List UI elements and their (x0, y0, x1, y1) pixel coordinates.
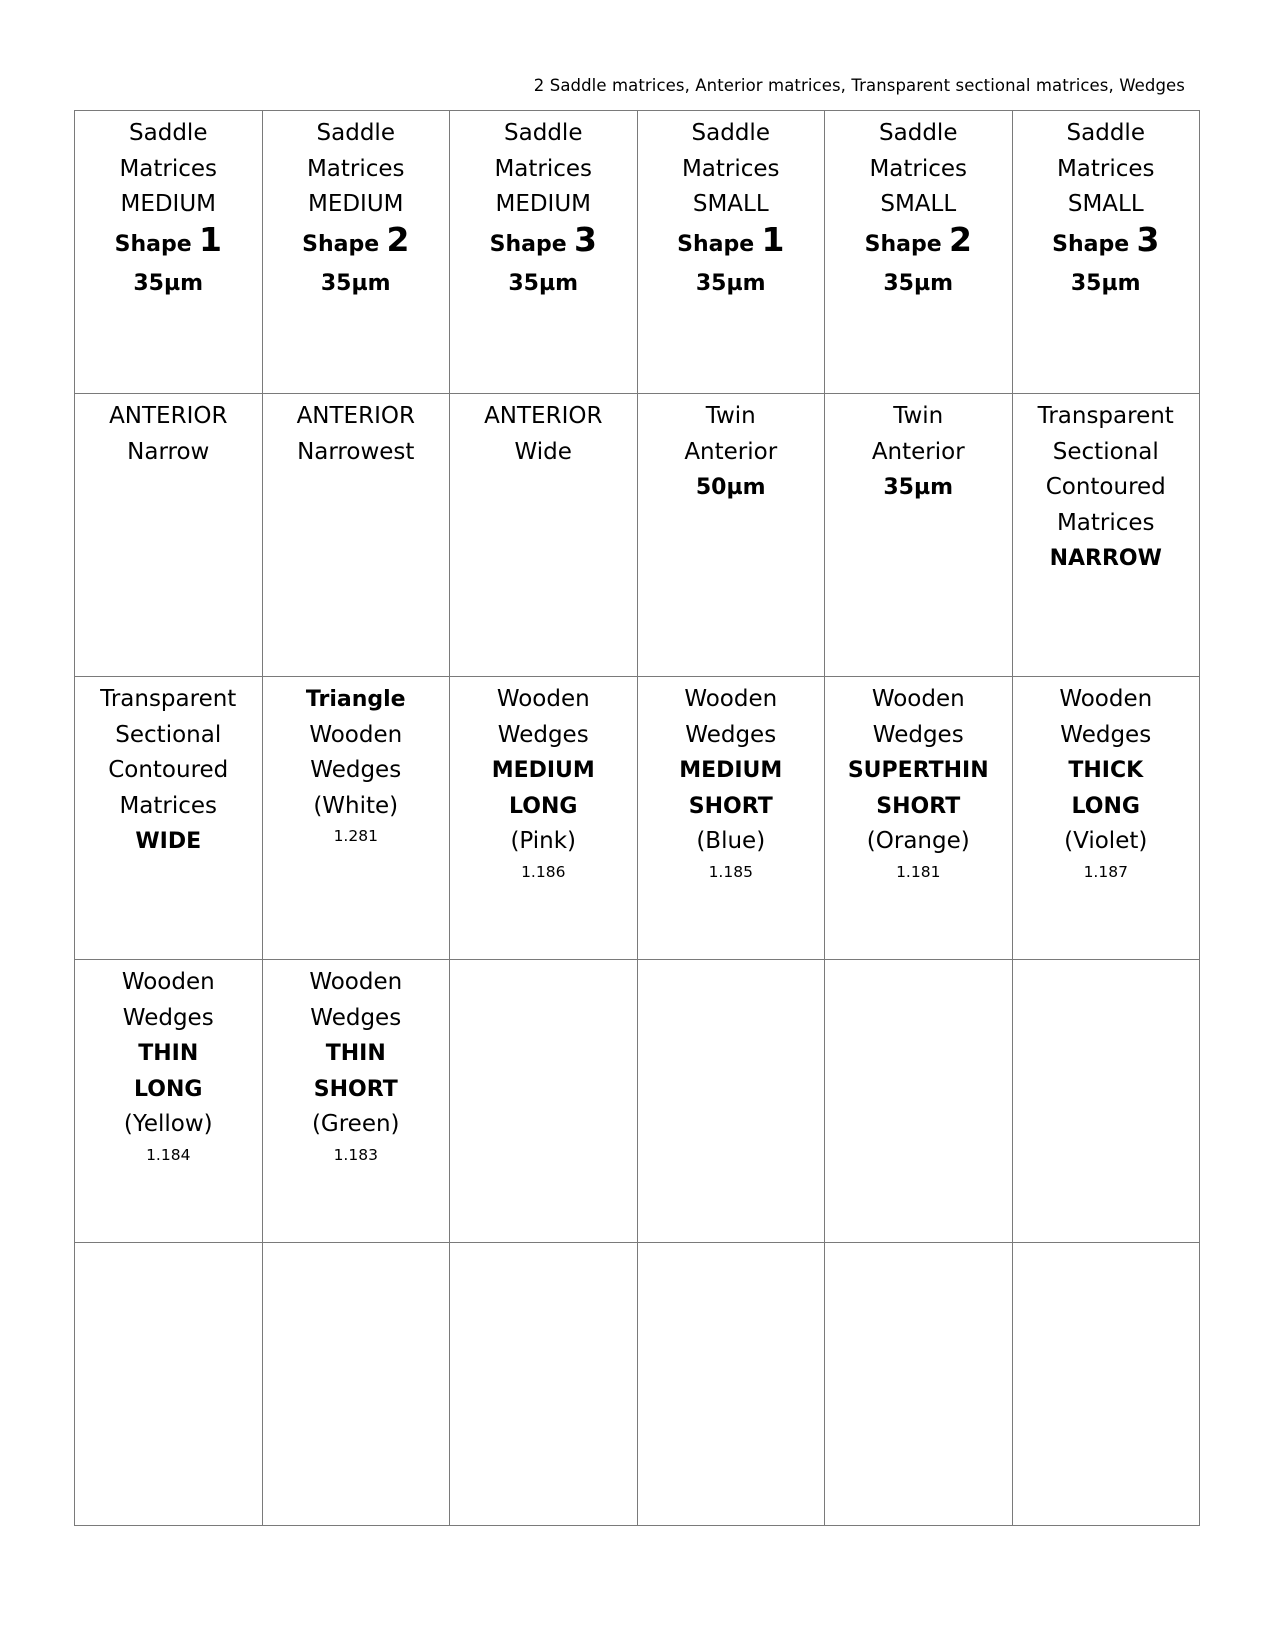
cell-line: Saddle (879, 120, 958, 146)
size-label: SMALL (1067, 191, 1144, 217)
label-cell (262, 111, 450, 394)
cell-line: Wooden (309, 969, 403, 995)
shape-number: 3 (1136, 219, 1160, 259)
shape-number: 1 (198, 219, 222, 259)
label-cell (1012, 394, 1200, 677)
cell-line: Matrices (1056, 155, 1155, 182)
cell-line: Narrow (127, 438, 210, 465)
cell-line: Twin (705, 403, 756, 429)
wedge-length-label: SHORT (688, 793, 773, 819)
shape-word: Shape (114, 231, 192, 257)
thickness-label: 35µm (883, 270, 954, 296)
shape-word: Shape (302, 231, 380, 257)
cell-line: Sectional (1052, 438, 1159, 465)
shape-label (77, 219, 260, 266)
cell-line: Wooden (121, 969, 215, 995)
cell-line: Matrices (119, 792, 218, 819)
table-row (75, 111, 1200, 394)
cell-line: ANTERIOR (296, 403, 415, 429)
label-cell (450, 394, 638, 677)
product-code: 1.184 (146, 1145, 191, 1164)
wedge-length-label: LONG (1071, 793, 1140, 819)
shape-number: 1 (761, 219, 785, 259)
size-label: SMALL (880, 191, 957, 217)
table-row (75, 1243, 1200, 1526)
wedge-length-label: LONG (509, 793, 578, 819)
cell-line: Wedges (1060, 721, 1152, 748)
shape-number: 2 (386, 219, 410, 259)
cell-line: Wooden (684, 686, 778, 712)
wedge-thickness-label: MEDIUM (491, 758, 595, 783)
cell-line: Transparent (1037, 403, 1174, 429)
cell-line: Wide (514, 438, 572, 465)
cell-line: Twin (893, 403, 944, 429)
label-cell (262, 677, 450, 960)
empty-cell (1012, 960, 1200, 1243)
color-label: (Green) (311, 1111, 400, 1137)
empty-cell (450, 1243, 638, 1526)
cell-line: ANTERIOR (484, 403, 603, 429)
thickness-label: 50µm (695, 475, 766, 500)
wedge-length-label: LONG (134, 1076, 203, 1102)
color-label: (Orange) (866, 828, 970, 854)
product-code: 1.185 (708, 862, 753, 881)
label-cell (825, 394, 1013, 677)
label-cell (75, 960, 263, 1243)
cell-line: Wooden (871, 686, 965, 712)
shape-label (265, 219, 448, 266)
cell-line: Contoured (108, 757, 229, 783)
shape-word: Shape (1052, 231, 1130, 257)
shape-number: 3 (573, 219, 597, 259)
width-label: WIDE (135, 829, 202, 854)
empty-cell (825, 960, 1013, 1243)
cell-line: Saddle (129, 120, 208, 146)
cell-line: Matrices (119, 155, 218, 182)
label-cell (262, 394, 450, 677)
table-row (75, 394, 1200, 677)
cell-line: Anterior (684, 438, 778, 465)
wedge-thickness-label: MEDIUM (679, 758, 783, 783)
empty-cell (75, 1243, 263, 1526)
label-cell (637, 677, 825, 960)
product-code: 1.281 (333, 827, 378, 845)
color-label: (Pink) (510, 828, 577, 854)
width-label: NARROW (1049, 546, 1162, 571)
cell-line: Wooden (496, 686, 590, 712)
cell-line: Wedges (310, 1004, 402, 1031)
wedge-length-label: SHORT (876, 793, 961, 819)
cell-line: Matrices (306, 155, 405, 182)
empty-cell (825, 1243, 1013, 1526)
empty-cell (637, 960, 825, 1243)
thickness-label: 35µm (883, 475, 954, 500)
cell-line: Matrices (1056, 509, 1155, 536)
shape-number: 2 (948, 219, 972, 259)
shape-word: Shape (864, 231, 942, 257)
thickness-label: 35µm (133, 270, 204, 296)
size-label: MEDIUM (120, 191, 217, 217)
label-cell (450, 677, 638, 960)
cell-line: Wedges (497, 721, 589, 748)
wedge-type-label: Triangle (305, 687, 406, 712)
label-cell (75, 394, 263, 677)
cell-line: Sectional (115, 721, 222, 748)
color-label: (Blue) (696, 828, 766, 854)
cell-line: Wooden (1059, 686, 1153, 712)
label-cell (1012, 111, 1200, 394)
empty-cell (1012, 1243, 1200, 1526)
cell-line: Saddle (504, 120, 583, 146)
cell-line: ANTERIOR (109, 403, 228, 429)
cell-line: Wedges (685, 721, 777, 748)
shape-word: Shape (677, 231, 755, 257)
shape-label (640, 219, 823, 266)
color-label: (Violet) (1064, 828, 1148, 854)
cell-line: Matrices (681, 155, 780, 182)
cell-line: Anterior (871, 438, 965, 465)
label-cell (262, 960, 450, 1243)
cell-line: Saddle (316, 120, 395, 146)
cell-line: Saddle (691, 120, 770, 146)
cell-line: Wooden (309, 721, 403, 748)
cell-line: Wedges (122, 1004, 214, 1031)
label-cell (637, 111, 825, 394)
cell-line: Transparent (100, 686, 237, 712)
shape-label (1015, 219, 1198, 266)
label-cell (1012, 677, 1200, 960)
empty-cell (262, 1243, 450, 1526)
cell-line: Wedges (872, 721, 964, 748)
cell-line: Contoured (1045, 474, 1166, 500)
size-label: SMALL (692, 191, 769, 217)
size-label: MEDIUM (495, 191, 592, 217)
shape-label (452, 219, 635, 266)
cell-line: Narrowest (297, 438, 415, 465)
table-row (75, 677, 1200, 960)
empty-cell (450, 960, 638, 1243)
label-cell (637, 394, 825, 677)
label-cell (75, 111, 263, 394)
page-header: 2 Saddle matrices, Anterior matrices, Transparent sectional matrices, Wedges (533, 76, 1185, 95)
label-cell (450, 111, 638, 394)
label-cell (825, 677, 1013, 960)
product-code: 1.187 (1083, 862, 1128, 881)
wedge-thickness-label: THIN (138, 1041, 199, 1066)
product-code: 1.181 (896, 862, 941, 881)
thickness-label: 35µm (508, 270, 579, 296)
product-code: 1.186 (521, 862, 566, 881)
color-label: (White) (313, 792, 399, 819)
thickness-label: 35µm (695, 270, 766, 296)
cell-line: Matrices (494, 155, 593, 182)
cell-line: Wedges (310, 757, 402, 783)
shape-word: Shape (489, 231, 567, 257)
cell-line: Matrices (869, 155, 968, 182)
wedge-thickness-label: SUPERTHIN (847, 758, 989, 783)
size-label: MEDIUM (307, 191, 404, 217)
label-grid (74, 110, 1200, 1526)
thickness-label: 35µm (1070, 270, 1141, 296)
label-cell (825, 111, 1013, 394)
empty-cell (637, 1243, 825, 1526)
wedge-thickness-label: THICK (1068, 758, 1144, 783)
product-code: 1.183 (333, 1145, 378, 1164)
wedge-length-label: SHORT (313, 1076, 398, 1102)
wedge-thickness-label: THIN (325, 1041, 386, 1066)
color-label: (Yellow) (123, 1111, 213, 1137)
table-row (75, 960, 1200, 1243)
cell-line: Saddle (1066, 120, 1145, 146)
shape-label (827, 219, 1010, 266)
label-cell (75, 677, 263, 960)
thickness-label: 35µm (320, 270, 391, 296)
